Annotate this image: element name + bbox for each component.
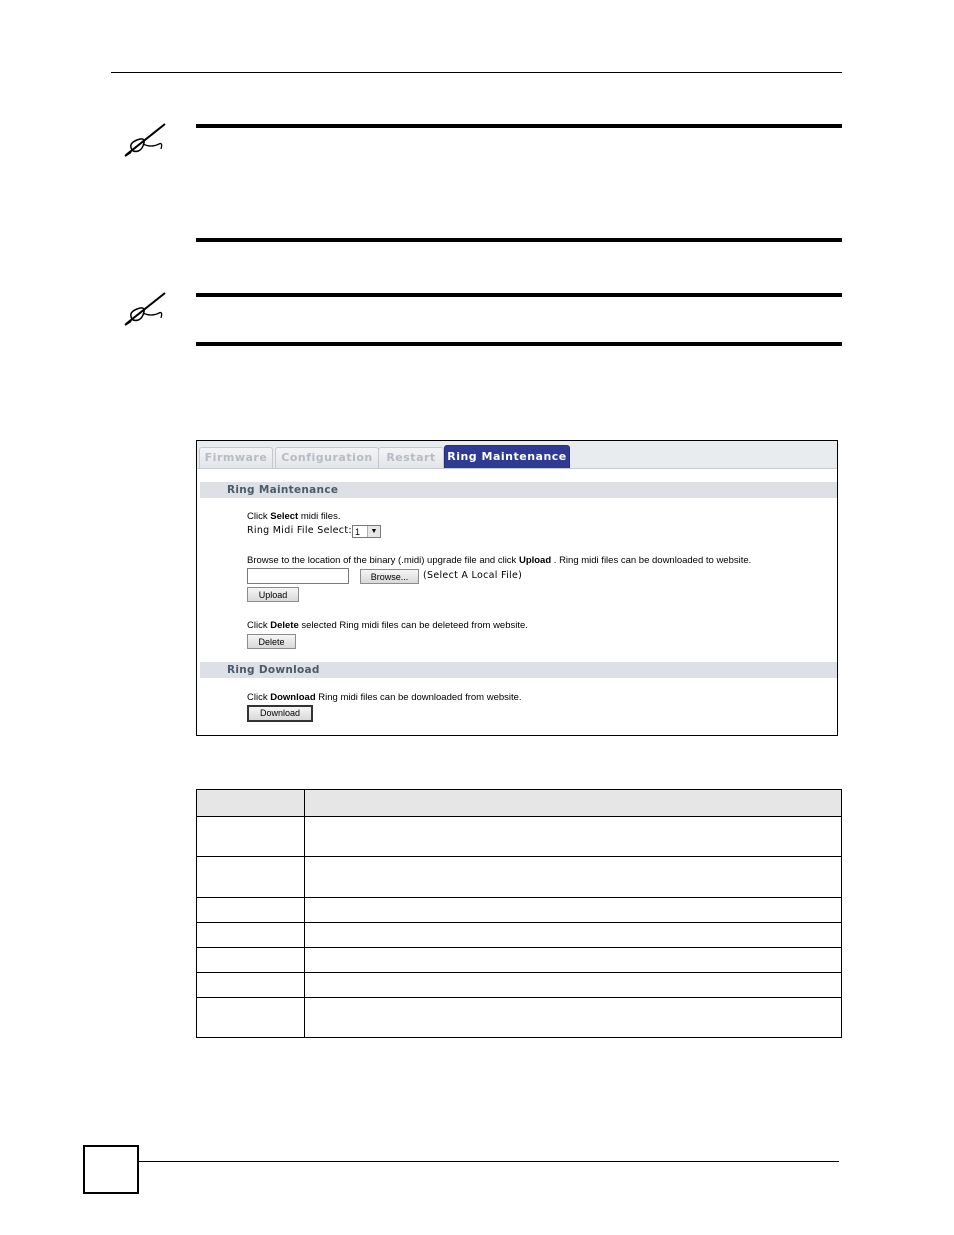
tab-ring-maintenance[interactable]: Ring Maintenance — [444, 445, 570, 468]
table-row — [197, 923, 842, 948]
note-bottom-rule — [196, 238, 842, 242]
table-header-cell — [197, 790, 305, 817]
table-row — [197, 857, 842, 898]
table-row — [197, 998, 842, 1038]
pencil-note-icon — [123, 291, 167, 327]
file-path-input[interactable] — [247, 568, 349, 584]
table-header-cell — [305, 790, 842, 817]
local-file-hint: (Select A Local File) — [423, 570, 523, 581]
download-instruction: Click Download Ring midi files can be downloaded from website. — [247, 692, 522, 703]
section-ring-maintenance: Ring Maintenance — [200, 482, 837, 498]
tab-firmware[interactable]: Firmware — [199, 447, 273, 468]
browse-button[interactable]: Browse... — [360, 569, 419, 584]
select-instruction: Click Select midi files. — [247, 511, 341, 522]
table-row — [197, 817, 842, 857]
section-ring-download: Ring Download — [200, 662, 837, 678]
table-row — [197, 898, 842, 923]
table-row — [197, 948, 842, 973]
tab-restart[interactable]: Restart — [378, 447, 444, 468]
ring-midi-file-label: Ring Midi File Select: — [247, 525, 352, 536]
footer-rule — [139, 1161, 839, 1162]
table-row — [197, 973, 842, 998]
note-bottom-rule — [196, 342, 842, 346]
note-top-rule — [196, 293, 842, 297]
ring-midi-file-select[interactable]: 1 ▼ — [352, 525, 381, 538]
delete-instruction: Click Delete selected Ring midi files can be deleteed from website. — [247, 620, 528, 631]
ring-maintenance-screenshot — [196, 440, 838, 736]
upload-button[interactable]: Upload — [247, 587, 299, 602]
pencil-note-icon — [123, 122, 167, 158]
tab-configuration[interactable]: Configuration — [275, 447, 379, 468]
description-table — [196, 789, 842, 1038]
page-number-box — [83, 1145, 139, 1194]
browse-instruction: Browse to the location of the binary (.midi) upgrade file and click Upload . Ring midi files can be downloaded to website. — [247, 555, 752, 566]
chevron-down-icon: ▼ — [367, 526, 380, 537]
header-rule — [111, 72, 842, 73]
download-button[interactable]: Download — [247, 705, 313, 722]
table-header-row — [197, 790, 842, 817]
note-top-rule — [196, 124, 842, 128]
delete-button[interactable]: Delete — [247, 634, 296, 649]
tab-bar — [197, 441, 837, 469]
